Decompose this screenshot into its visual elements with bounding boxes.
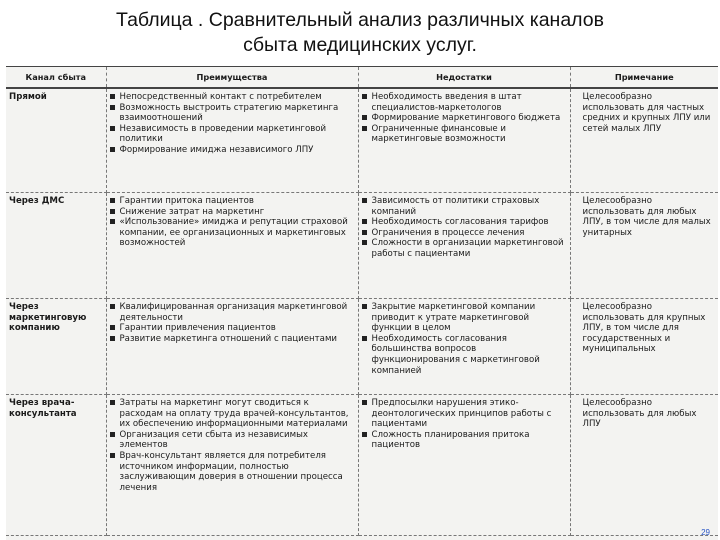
advantages-cell xyxy=(106,88,358,193)
list-item: Предпосылки нарушения этико-деонтологических принципов работы с пациентами xyxy=(362,398,567,430)
list-item: Квалифицированная организация маркетинговой деятельности xyxy=(110,302,355,323)
disadvantages-cell xyxy=(358,193,570,299)
comparison-table xyxy=(6,66,718,536)
disadvantages-cell xyxy=(358,88,570,193)
title-line-2: сбыта медицинских услуг. xyxy=(243,34,477,56)
advantages-list xyxy=(110,398,355,493)
list-item: Зависимость от политики страховых компаний xyxy=(362,196,567,217)
list-item: Возможность выстроить стратегию маркетинга взаимоотношений xyxy=(110,103,355,124)
list-item: Необходимость согласования тарифов xyxy=(362,217,567,228)
channel-cell: Через врача-консультанта xyxy=(6,395,106,536)
list-item: Гарантии привлечения пациентов xyxy=(110,323,355,334)
list-item: Непосредственный контакт с потребителем xyxy=(110,92,355,103)
list-item: Ограничения в процессе лечения xyxy=(362,228,567,239)
channel-cell: Через ДМС xyxy=(6,193,106,299)
channel-cell: Через маркетинговую компанию xyxy=(6,299,106,395)
table-row xyxy=(6,88,718,193)
header-note: Примечание xyxy=(570,67,718,89)
list-item: Развитие маркетинга отношений с пациентами xyxy=(110,334,355,345)
header-channel: Канал сбыта xyxy=(6,67,106,89)
table-header-row xyxy=(6,67,718,89)
list-item: Независимость в проведении маркетинговой политики xyxy=(110,124,355,145)
list-item: Ограниченные финансовые и маркетинговые возможности xyxy=(362,124,567,145)
advantages-list xyxy=(110,92,355,156)
disadvantages-list xyxy=(362,302,567,376)
list-item: Сложности в организации маркетинговой работы с пациентами xyxy=(362,238,567,259)
list-item: Формирование маркетингового бюджета xyxy=(362,113,567,124)
title-line-1: Таблица . Сравнительный анализ различных каналов xyxy=(116,9,604,31)
list-item: Снижение затрат на маркетинг xyxy=(110,207,355,218)
note-cell: Целесообразно использовать для любых ЛПУ xyxy=(570,395,718,536)
list-item: Затраты на маркетинг могут сводиться к расходам на оплату труда врачей-консультантов, их обеспечению информационными материалами xyxy=(110,398,355,430)
scanned-table-image xyxy=(6,66,718,540)
advantages-list xyxy=(110,196,355,249)
page-number: 29 xyxy=(701,528,710,537)
list-item: Сложность планирования притока пациентов xyxy=(362,430,567,451)
list-item: «Использование» имиджа и репутации страховой компании, ее организационных и маркетинговых возможностей xyxy=(110,217,355,249)
table-row xyxy=(6,395,718,536)
list-item: Врач-консультант является для потребителя источником информации, полностью заслуживающим доверия в отношении процесса лечения xyxy=(110,451,355,493)
note-cell: Целесообразно использовать для любых ЛПУ, в том числе для малых унитарных xyxy=(570,193,718,299)
list-item: Необходимость введения в штат специалистов-маркетологов xyxy=(362,92,567,113)
list-item: Необходимость согласования большинства вопросов функционирования с маркетинговой компанией xyxy=(362,334,567,376)
header-disadvantages: Недостатки xyxy=(358,67,570,89)
header-advantages: Преимущества xyxy=(106,67,358,89)
table-row xyxy=(6,193,718,299)
list-item: Организация сети сбыта из независимых элементов xyxy=(110,430,355,451)
disadvantages-list xyxy=(362,196,567,260)
table-row xyxy=(6,299,718,395)
disadvantages-cell xyxy=(358,395,570,536)
list-item: Гарантии притока пациентов xyxy=(110,196,355,207)
list-item: Формирование имиджа независимого ЛПУ xyxy=(110,145,355,156)
advantages-cell xyxy=(106,299,358,395)
note-cell: Целесообразно использовать для крупных ЛПУ, в том числе для государственных и муниципальных xyxy=(570,299,718,395)
advantages-list xyxy=(110,302,355,344)
advantages-cell xyxy=(106,193,358,299)
disadvantages-cell xyxy=(358,299,570,395)
disadvantages-list xyxy=(362,398,567,451)
list-item: Закрытие маркетинговой компании приводит к утрате маркетинговой функции в целом xyxy=(362,302,567,334)
slide-title xyxy=(0,8,720,58)
note-cell: Целесообразно использовать для частных средних и крупных ЛПУ или сетей малых ЛПУ xyxy=(570,88,718,193)
disadvantages-list xyxy=(362,92,567,145)
channel-cell: Прямой xyxy=(6,88,106,193)
advantages-cell xyxy=(106,395,358,536)
